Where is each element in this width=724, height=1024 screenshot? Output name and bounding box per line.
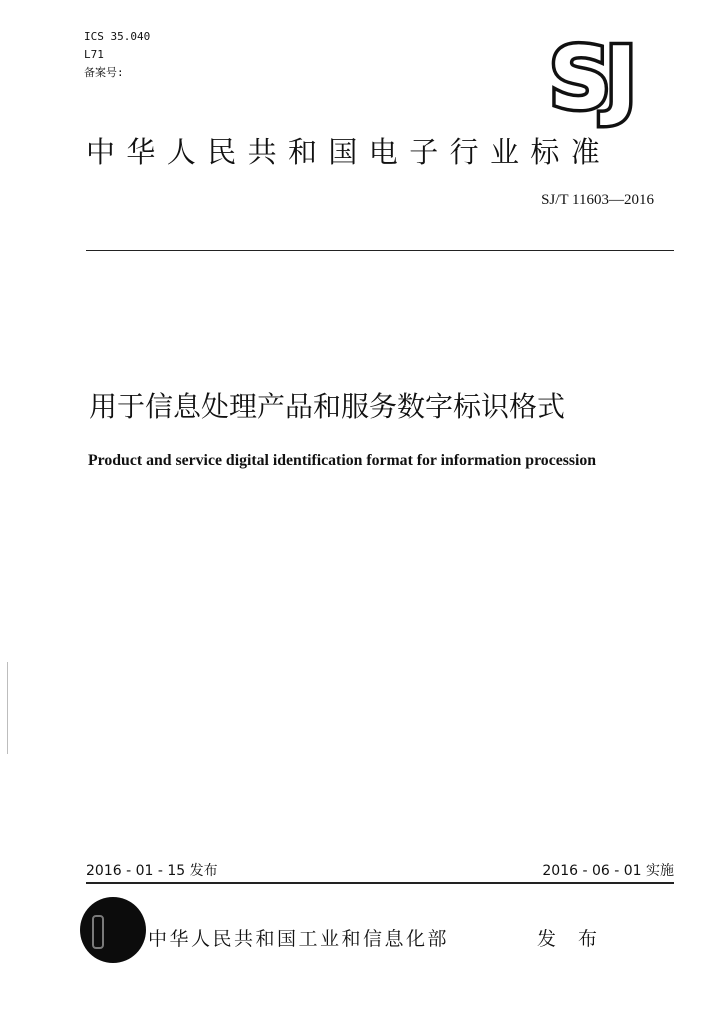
standard-number: SJ/T 11603—2016 [541,192,654,208]
scan-edge-mark [7,662,8,754]
classification-code: L71 [84,48,104,61]
publish-label: 发 布 [537,928,606,950]
header-divider [86,250,674,251]
emblem-mark [92,915,104,949]
english-title: Product and service digital identification format for information procession [88,452,597,469]
sj-logo-text: SJ [549,29,631,129]
industry-standard-title: 中华人民共和国电子行业标准 [86,135,612,169]
ics-code: ICS 35.040 [84,30,151,43]
header-metadata [84,28,150,82]
chinese-title: 用于信息处理产品和服务数字标识格式 [89,390,566,423]
filing-number-label: 备案号: [84,66,124,79]
issue-date: 2016 - 01 - 15 发布 [86,863,218,879]
footer-divider [86,882,674,884]
sj-logo [530,29,650,129]
issuing-authority: 中华人民共和国工业和信息化部 [148,928,450,950]
implementation-date: 2016 - 06 - 01 实施 [542,863,674,879]
ministry-emblem-icon [80,897,146,963]
